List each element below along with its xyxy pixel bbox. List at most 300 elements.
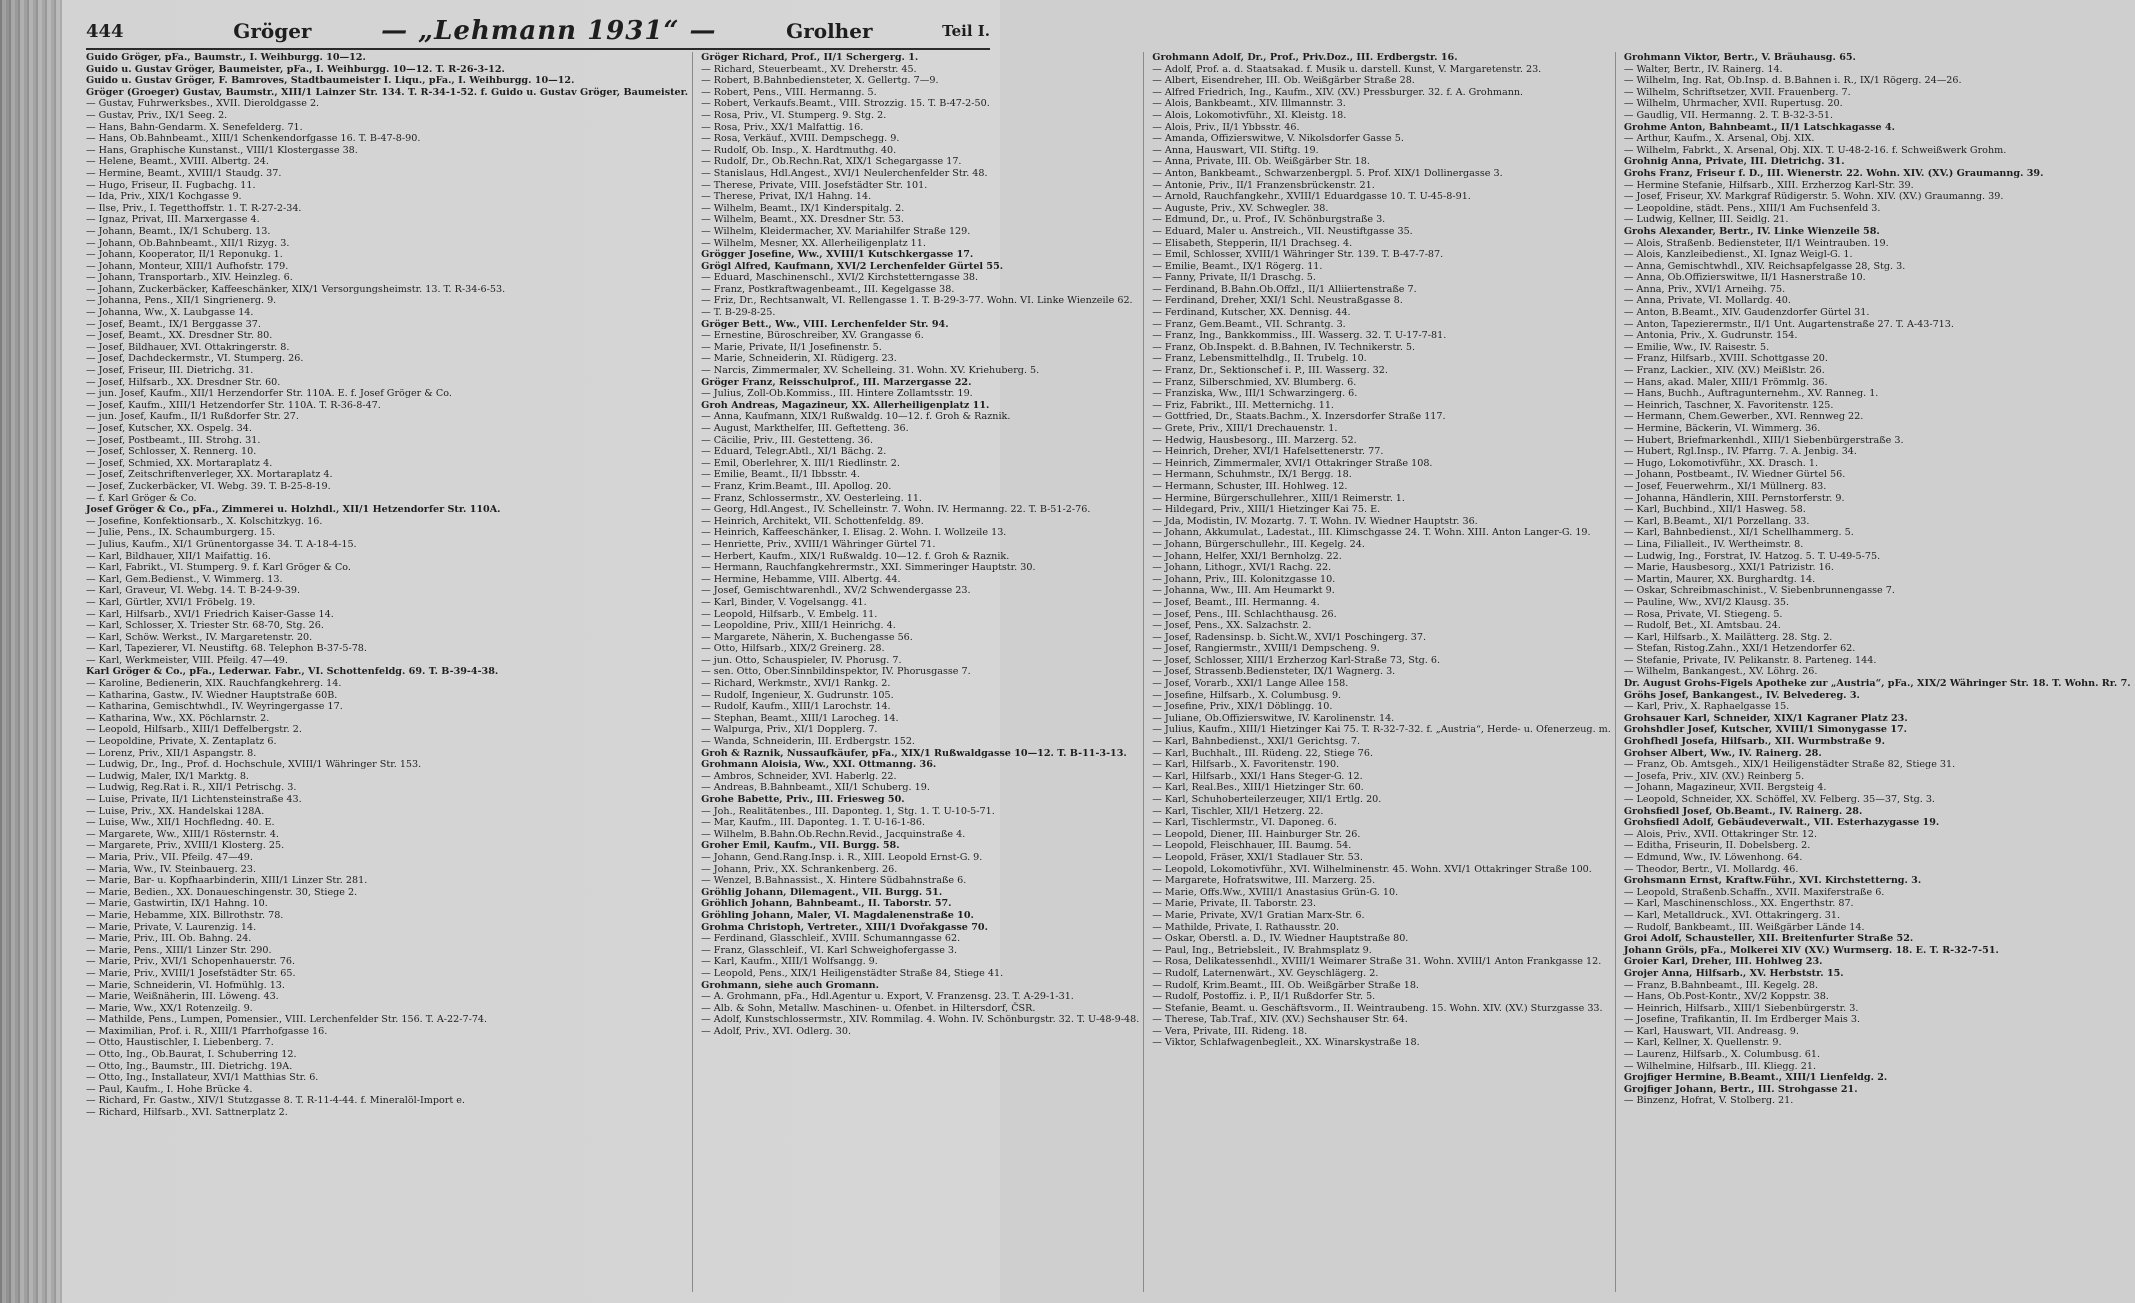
directory-entry: — jun. Otto, Schauspieler, IV. Phorusg. 7. [701, 654, 902, 666]
directory-entry: — Rosa, Verkäuf., XVIII. Dempschegg. 9. [701, 133, 900, 145]
directory-entry: — August, Markthelfer, III. Geftetteng. 36. [701, 423, 909, 434]
directory-entry: — Franz, Schlossermstr., XV. Oesterleing. 11. [701, 492, 922, 504]
directory-entry: — Otto, Ing., Ob.Baurat, I. Schuberring 12. [86, 1049, 297, 1061]
directory-entry: — Rosa, Private, VI. Stiegeng. 5. [1623, 608, 1783, 620]
directory-entry: Grögl Alfred, Kaufmann, XVI/2 Lerchenfelder Gürtel 55. [701, 260, 1004, 272]
directory-entry: — Karl, Hilfsarb., X. Mailätterg. 28. Stg. 2. [1623, 631, 1833, 643]
directory-entry: — Marie, Pens., XIII/1 Linzer Str. 290. [86, 944, 272, 956]
directory-entry: Josef Gröger & Co., pFa., Zimmerei u. Holzhdl., XII/1 Hetzendorfer Str. 110A. [86, 504, 501, 516]
directory-entry: — Ludwig, Dr., Ing., Prof. d. Hochschule, XVIII/1 Währinger Str. 153. [86, 759, 422, 771]
directory-entry: — Anton, Bankbeamt., Schwarzenbergpl. 5. Prof. XIX/1 Dollinergasse 3. [1152, 167, 1503, 179]
directory-entry: — Marie, Priv., III. Ob. Bahng. 24. [86, 933, 252, 945]
directory-entry: — Eduard, Maschinenschl., XVI/2 Kirchstetterngasse 38. [701, 272, 979, 284]
directory-entry: — Gustav, Priv., IX/1 Seeg. 2. [86, 109, 228, 121]
directory-entry: — Ferdinand, B.Bahn.Ob.Offzl., II/1 Alliiertenstraße 7. [1152, 283, 1417, 295]
directory-entry: — Hildegard, Priv., XIII/1 Hietzinger Kai 75. E. [1152, 504, 1381, 516]
directory-entry: — Rudolf, Laternenwärt., XV. Geyschlägerg. 2. [1152, 967, 1379, 979]
directory-entry: — Karl, B.Beamt., XI/1 Porzellang. 33. [1623, 515, 1810, 527]
directory-entry: — Karl, Bahnbedienst., XI/1 Schellhammerg. 5. [1623, 527, 1854, 539]
directory-entry: — Karl, Real.Bes., XIII/1 Hietzinger Str. 60. [1152, 782, 1364, 794]
directory-entry: — Richard, Hilfsarb., XVI. Sattnerplatz 2. [86, 1107, 288, 1119]
book-spine-shadow [0, 0, 62, 1303]
directory-entry: — Helene, Beamt., XVIII. Albertg. 24. [86, 156, 269, 168]
directory-entry: — Alois, Priv., XVII. Ottakringer Str. 12. [1623, 828, 1818, 840]
directory-entry: — Josef, Pens., XX. Salzachstr. 2. [1152, 620, 1312, 632]
directory-entry: — Hermine Stefanie, Hilfsarb., XIII. Erzherzog Karl-Str. 39. [1623, 179, 1914, 191]
directory-entry: — Pauline, Ww., XVI/2 Klausg. 35. [1623, 596, 1790, 608]
directory-entry: — Franz, Gem.Beamt., VII. Schrantg. 3. [1152, 318, 1346, 330]
directory-entry: Grojer Anna, Hilfsarb., XV. Herbststr. 15. [1623, 967, 1844, 979]
directory-entry: — Marie, Weißnäherin, III. Löweng. 43. [86, 991, 279, 1003]
directory-entry: — Karl, Gem.Bedienst., V. Wimmerg. 13. [86, 573, 283, 585]
directory-entry: — Anna, Ob.Offizierswitwe, II/1 Hasnerstraße 10. [1623, 272, 1866, 284]
directory-entry: — Ludwig, Reg.Rat i. R., XII/1 Petrischg. 3. [86, 782, 297, 794]
directory-entry: — Otto, Ing., Installateur, XVI/1 Matthias Str. 6. [86, 1072, 319, 1084]
directory-entry: — Marie, Hausbesorg., XXI/1 Patrizistr. 16. [1623, 562, 1834, 574]
directory-entry: — Wilhelm, B.Bahn.Ob.Rechn.Revid., Jacquinstraße 4. [701, 828, 966, 840]
directory-entry: — Leopold, Straßenb.Schaffn., XVII. Maxiferstraße 6. [1623, 886, 1885, 898]
directory-entry: — Alois, Kanzleibedienst., XI. Ignaz Weigl-G. 1. [1623, 249, 1853, 261]
directory-entry: — Lina, Filialleit., IV. Wertheimstr. 8. [1623, 538, 1804, 550]
directory-entry: — Luise, Priv., XX. Handelskai 128A. [86, 805, 265, 817]
directory-entry: — Hedwig, Hausbesorg., III. Marzerg. 52. [1152, 434, 1357, 446]
directory-entry: — Marie, Priv., XVI/1 Schopenhauerstr. 76. [86, 956, 295, 968]
directory-entry: — Marie, Hebamme, XIX. Billrothstr. 78. [86, 909, 284, 921]
directory-entry: — Leopold, Fleischhauer, III. Baumg. 54. [1152, 840, 1352, 852]
directory-title: — „Lehmann 1931“ — [381, 16, 717, 46]
directory-entry: — Josefine, Trafikantin, II. Im Erdberger Mais 3. [1623, 1014, 1861, 1026]
directory-entry: — Marie, Schneiderin, VI. Hofmühlg. 13. [86, 979, 285, 991]
directory-entry: Grohsmann Ernst, Kraftw.Führ., XVI. Kirchstetterng. 3. [1623, 875, 1922, 887]
directory-entry: — Karl, Maschinenschloss., XX. Engerthstr. 87. [1623, 898, 1854, 910]
directory-entry: — T. B-29-8-25. [701, 307, 776, 319]
directory-entry: — Johann, Zuckerbäcker, Kaffeeschänker, XIX/1 Versorgungsheimstr. 13. T. R-34-6-53. [86, 283, 506, 295]
directory-entry: — Johanna, Händlerin, XIII. Pernstorferstr. 9. [1623, 492, 1845, 504]
directory-entry: — Margarete, Priv., XVIII/1 Klosterg. 25. [86, 840, 285, 852]
directory-entry: — Binzenz, Hofrat, V. Stolberg. 21. [1623, 1095, 1794, 1107]
directory-entry: Dr. August Grohs-Figels Apotheke zur „Austria“, pFa., XIX/2 Währinger Str. 18. T. Wohn. Rr. 7. [1623, 678, 2131, 690]
directory-entry: — Johanna, Ww., III. Am Heumarkt 9. [1152, 585, 1335, 597]
directory-entry: — Gaudlig, VII. Hermanng. 2. T. B-32-3-51. [1623, 109, 1834, 121]
directory-entry: — Josef, Zeitschriftenverleger, XX. Mortaraplatz 4. [86, 469, 333, 481]
directory-entry: — Heinrich, Taschner, X. Favoritenstr. 125. [1623, 399, 1834, 411]
directory-entry: — Marie, Private, V. Laurenzig. 14. [86, 921, 257, 933]
directory-entry: — Leopoldine, städt. Pens., XIII/1 Am Fuchsenfeld 3. [1623, 202, 1881, 214]
directory-entry: — Stefanie, Beamt. u. Geschäftsvorm., II. Weintraubeng. 15. Wohn. XIV. (XV.) Sturzgasse 33. [1152, 1002, 1603, 1014]
directory-entry: — Herbert, Kaufm., XIX/1 Rußwaldg. 10—12. f. Groh & Raznik. [701, 550, 1010, 562]
directory-entry: — Josef, Beamt., III. Hermanng. 4. [1152, 596, 1320, 608]
directory-entry: — Richard, Werkmstr., XVI/1 Rankg. 2. [701, 678, 891, 690]
directory-entry: Grohs Franz, Friseur f. D., III. Wienerstr. 22. Wohn. XIV. (XV.) Graumanng. 39. [1623, 167, 2044, 179]
directory-entry: — Karl, Schuhoberteilerzeuger, XII/1 Ertlg. 20. [1152, 794, 1382, 805]
directory-entry: — Marie, Bar- u. Kopfhaarbinderin, XIII/1 Linzer Str. 281. [86, 875, 368, 887]
directory-entry: — Hans, Ob.Post-Kontr., XV/2 Koppstr. 38. [1623, 991, 1829, 1003]
directory-entry: Groh Andreas, Magazineur, XX. Allerheiligenplatz 11. [701, 399, 990, 411]
directory-entry: — Josef, Beamt., XX. Dresdner Str. 80. [86, 330, 273, 342]
directory-entry: — Josef, Friseur, XV. Markgraf Rüdigerstr. 5. Wohn. XIV. (XV.) Graumanng. 39. [1623, 191, 2004, 203]
directory-entry: — Franz, Lackier., XIV. (XV.) Meißlstr. 26. [1623, 365, 1825, 377]
directory-entry: — Josef, Dachdeckermstr., VI. Stumperg. 26. [86, 353, 304, 365]
directory-entry: — Viktor, Schlafwagenbegleit., XX. Winarskystraße 18. [1152, 1037, 1420, 1049]
directory-entry: — Franz, Postkraftwagenbeamt., III. Kegelgasse 38. [701, 283, 955, 295]
directory-entry: — Otto, Haustischler, I. Liebenberg. 7. [86, 1037, 274, 1049]
directory-entry: — jun. Josef, Kaufm., II/1 Rußdorfer Str. 27. [86, 411, 299, 423]
directory-entry: — Anton, B.Beamt., XIV. Gaudenzdorfer Gürtel 31. [1623, 307, 1870, 319]
directory-entry: Johann Gröls, pFa., Molkerei XIV (XV.) Wurmserg. 18. E. T. R-32-7-51. [1623, 944, 1999, 956]
directory-entry: Grohmann Viktor, Bertr., V. Bräuhausg. 65. [1623, 52, 1856, 63]
directory-entry: — Katharina, Gastw., IV. Wiedner Hauptstraße 60B. [86, 689, 338, 701]
directory-entry: — Johann, Ob.Bahnbeamt., XII/1 Rizyg. 3. [86, 237, 290, 249]
directory-entry: — Laurenz, Hilfsarb., X. Columbusg. 61. [1623, 1049, 1821, 1061]
directory-entry: — Hans, Bahn-Gendarm. X. Senefelderg. 71. [86, 121, 303, 133]
directory-entry: — Wenzel, B.Bahnassist., X. Hintere Südbahnstraße 6. [701, 875, 967, 887]
directory-entry: — Josef, Schmied, XX. Mortaraplatz 4. [86, 457, 273, 469]
directory-entry: — Josef, Kaufm., XIII/1 Hetzendorfer Str. 110A. T. R-36-8-47. [86, 399, 381, 411]
directory-entry: — Martin, Maurer, XX. Burghardtg. 14. [1623, 573, 1816, 585]
directory-entry: — Franz, Glasschleif., VI. Karl Schweighofergasse 3. [701, 944, 958, 956]
directory-entry: — Hans, Buchh., Auftragunternehm., XV. Ranneg. 1. [1623, 388, 1879, 400]
directory-entry: — Paul, Ing., Betriebsleit., IV. Brahmsplatz 9. [1152, 944, 1372, 956]
directory-entry: — Marie, Offs.Ww., XVIII/1 Anastasius Grün-G. 10. [1152, 886, 1399, 898]
directory-entry: Grohmann Aloisia, Ww., XXI. Ottmanng. 36. [701, 759, 937, 771]
directory-entry: — Henriette, Priv., XVIII/1 Währinger Gürtel 71. [701, 538, 936, 550]
directory-entry: — Emil, Schlosser, XVIII/1 Währinger Str. 139. T. B-47-7-87. [1152, 249, 1444, 261]
directory-entry: — Karl, Werkmeister, VIII. Pfeilg. 47—49. [86, 654, 288, 666]
directory-entry: — Karl, Tischlermstr., VI. Daponeg. 6. [1152, 817, 1337, 829]
directory-entry: — Franz, B.Bahnbeamt., III. Kegelg. 28. [1623, 979, 1819, 991]
directory-entry: — Josef, Hilfsarb., XX. Dresdner Str. 60. [86, 376, 281, 388]
directory-entry: Grojfiger Johann, Bertr., III. Strohgasse 21. [1623, 1083, 1858, 1095]
directory-entry: — Antonie, Priv., II/1 Franzensbrückenstr. 21. [1152, 179, 1375, 191]
directory-entry: — jun. Josef, Kaufm., XII/1 Herzendorfer Str. 110A. E. f. Josef Gröger & Co. [86, 388, 452, 400]
directory-entry: — Josefa, Priv., XIV. (XV.) Reinberg 5. [1623, 770, 1805, 782]
directory-entry: — Grete, Priv., XIII/1 Drechauenstr. 1. [1152, 423, 1338, 434]
directory-entry: — Vera, Private, III. Rideng. 18. [1152, 1025, 1308, 1037]
directory-entry: — Franz, Ob.Inspekt. d. B.Bahnen, IV. Technikerstr. 5. [1152, 341, 1416, 353]
directory-entry: — Johann, Kooperator, II/1 Reponukg. 1. [86, 249, 283, 261]
directory-entry: — Emil, Oberlehrer, X. III/1 Riedlinstr. 2. [701, 457, 900, 469]
directory-entry: — Franziska, Ww., III/1 Schwarzingerg. 6. [1152, 388, 1358, 400]
directory-entry: Groier Karl, Dreher, III. Hohlweg 23. [1623, 956, 1823, 968]
directory-entry: — Maria, Ww., IV. Steinbauerg. 23. [86, 863, 257, 875]
directory-entry: — Stefan, Ristog.Zahn., XXI/1 Hetzendorfer 62. [1623, 643, 1856, 655]
directory-entry: — Edmund, Dr., u. Prof., IV. Schönburgstraße 3. [1152, 214, 1386, 226]
directory-entry: — Fanny, Private, II/1 Draschg. 5. [1152, 272, 1316, 284]
directory-entry: Groi Adolf, Schausteller, XII. Breitenfurter Straße 52. [1623, 933, 1914, 945]
directory-entry: — Alois, Straßenb. Bediensteter, II/1 Weintrauben. 19. [1623, 237, 1889, 249]
directory-entry: — Heinrich, Architekt, VII. Schottenfeldg. 89. [701, 515, 924, 527]
directory-entry: — Josef, Radensinsp. b. Sicht.W., XVI/1 Poschingerg. 37. [1152, 631, 1427, 643]
directory-entry: Gröhs Josef, Bankangest., IV. Belvedereg. 3. [1623, 689, 1860, 701]
directory-entry: — Josefine, Konfektionsarb., X. Kolschitzkyg. 16. [86, 515, 323, 527]
directory-entry: — Ludwig, Kellner, III. Seidlg. 21. [1623, 214, 1789, 226]
directory-entry: — Alois, Lokomotivführ., XI. Kleistg. 18. [1152, 109, 1347, 121]
column-4 [1624, 52, 2135, 1292]
directory-entry: — Hermine, Bürgerschullehrer., XIII/1 Reimerstr. 1. [1152, 492, 1405, 504]
directory-entry: — Albert, Eisendreher, III. Ob. Weißgärber Straße 28. [1152, 75, 1415, 87]
directory-entry: — Therese, Tab.Traf., XIV. (XV.) Sechshauser Str. 64. [1152, 1014, 1408, 1026]
directory-entry: — Heinrich, Kaffeeschänker, I. Elisag. 2. Wohn. I. Wollzeile 13. [701, 527, 1007, 539]
directory-entry: — Franz, Ob. Amtsgeh., XIX/1 Heiligenstädter Straße 82, Stiege 31. [1623, 759, 1956, 771]
directory-entry: — Alb. & Sohn, Metallw. Maschinen- u. Ofenbet. in Hiltersdorf, ČSR. [701, 1002, 1036, 1014]
directory-entry: — Josef, Rangiermstr., XVIII/1 Dempscheng. 9. [1152, 643, 1380, 655]
directory-entry: — Hubert, Briefmarkenhdl., XIII/1 Siebenbürgerstraße 3. [1623, 434, 1904, 446]
directory-entry: — Johann, Helfer, XXI/1 Bernholzg. 22. [1152, 550, 1342, 562]
directory-entry: — Hans, Ob.Bahnbeamt., XIII/1 Schenkendorfgasse 16. T. B-47-8-90. [86, 133, 421, 145]
directory-entry: — Anna, Gemischtwhdl., XIV. Reichsapfelgasse 28, Stg. 3. [1623, 260, 1906, 272]
directory-entry: — Oskar, Oberstl. a. D., IV. Wiedner Hauptstraße 80. [1152, 933, 1409, 945]
directory-entry: Gröger Richard, Prof., II/1 Schergerg. 1. [701, 52, 919, 63]
directory-entry: — Ernestine, Büroschreiber, XV. Grangasse 6. [701, 330, 924, 342]
directory-entry: — Paul, Kaufm., I. Hohe Brücke 4. [86, 1083, 253, 1095]
directory-entry: — Emilie, Beamt., II/1 Ibbsstr. 4. [701, 469, 860, 481]
directory-entry: — Adolf, Prof. a. d. Staatsakad. f. Musik u. darstell. Kunst, V. Margaretenstr. 23. [1152, 63, 1542, 75]
column-2 [701, 52, 1144, 1292]
directory-entry: — Karl, Bahnbedienst., XXI/1 Gerichtsg. 7. [1152, 736, 1361, 748]
directory-entry: Grohma Christoph, Vertreter., XIII/1 Dvořakgasse 70. [701, 921, 988, 933]
directory-entry: — Karl, Hilfsarb., XVI/1 Friedrich Kaiser-Gasse 14. [86, 608, 334, 620]
directory-entry: — Leopold, Hilfsarb., V. Embelg. 11. [701, 608, 878, 620]
page-header [86, 14, 990, 50]
directory-entry: — Josef, Vorarb., XXI/1 Lange Allee 158. [1152, 678, 1349, 690]
directory-entry: — Franz, Dr., Sektionschef i. P., III. Wasserg. 32. [1152, 365, 1388, 377]
directory-entry: Gröhlich Johann, Bahnbeamt., II. Taborstr. 57. [701, 898, 952, 910]
directory-entry: — Johann, Gend.Rang.Insp. i. R., XIII. Leopold Ernst-G. 9. [701, 851, 983, 863]
directory-entry: — Johann, Lithogr., XVI/1 Rachg. 22. [1152, 562, 1332, 574]
directory-entry: — Josef, Gemischtwarenhdl., XV/2 Schwendergasse 23. [701, 585, 971, 597]
directory-entry: — Leopold, Lokomotivführ., XVI. Wilhelminenstr. 45. Wohn. XVI/1 Ottakringer Straße 100. [1152, 863, 1592, 875]
directory-entry: — Rudolf, Krim.Beamt., III. Ob. Weißgärber Straße 18. [1152, 979, 1419, 991]
directory-entry: — Narcis, Zimmermaler, XV. Schelleing. 31. Wohn. XV. Kriehuberg. 5. [701, 365, 1040, 377]
directory-entry: — Hermann, Schuhmstr., IX/1 Bergg. 18. [1152, 469, 1352, 481]
directory-entry: — Rudolf, Bet., XI. Amtsbau. 24. [1623, 620, 1781, 632]
directory-entry: — Anna, Private, III. Ob. Weißgärber Str. 18. [1152, 156, 1370, 168]
directory-entry: — Ferdinand, Dreher, XXI/1 Schl. Neustraßgasse 8. [1152, 295, 1403, 307]
directory-entry: — Therese, Private, VIII. Josefstädter Str. 101. [701, 179, 928, 191]
directory-entry: — Karl, Hilfsarb., X. Favoritenstr. 190. [1152, 759, 1340, 771]
directory-entry: — Josef, Feuerwehrm., XI/1 Müllnerg. 83. [1623, 480, 1827, 492]
directory-entry: — Ludwig, Ing., Forstrat, IV. Hatzog. 5. T. U-49-5-75. [1623, 550, 1881, 562]
directory-entry: — Amanda, Offizierswitwe, V. Nikolsdorfer Gasse 5. [1152, 133, 1404, 145]
directory-entry: — Marie, Private, II. Taborstr. 23. [1152, 898, 1317, 910]
directory-entry: — Anna, Priv., XVI/1 Arneihg. 75. [1623, 283, 1786, 295]
directory-entry: Gröger Franz, Reisschulprof., III. Marzergasse 22. [701, 376, 972, 388]
directory-entry: — Joh., Realitätenbes., III. Daponteg. 1, Stg. 1. T. U-10-5-71. [701, 805, 995, 817]
directory-entry: — Hermine, Hebamme, VIII. Albertg. 44. [701, 573, 901, 585]
directory-entry: Karl Gröger & Co., pFa., Lederwar. Fabr., VI. Schottenfeldg. 69. T. B-39-4-38. [86, 666, 499, 678]
directory-entry: — Franz, Silberschmied, XV. Blumberg. 6. [1152, 376, 1357, 388]
part-label: Teil I. [942, 22, 990, 40]
directory-entry: — Karl, Buchbind., XII/1 Hasweg. 58. [1623, 504, 1806, 516]
directory-entry: Guido u. Gustav Gröger, F. Bamroves, Stadtbaumeister I. Liqu., pFa., I. Weihburgg. 10—12. [86, 75, 575, 87]
directory-entry: — Wilhelm, Ing. Rat, Ob.Insp. d. B.Bahnen i. R., IX/1 Rögerg. 24—26. [1623, 75, 1962, 87]
directory-entry: — Marie, Priv., XVIII/1 Josefstädter Str. 65. [86, 967, 296, 979]
directory-entry: — Hubert, Rgl.Insp., IV. Pfarrg. 7. A. Jenbig. 34. [1623, 446, 1857, 458]
directory-entry: — Ignaz, Privat, III. Marxergasse 4. [86, 214, 260, 226]
directory-entry: — Hugo, Lokomotivführ., XX. Drasch. 1. [1623, 457, 1819, 469]
directory-entry: Grohser Albert, Ww., IV. Rainerg. 28. [1623, 747, 1822, 759]
directory-entry: — Antonia, Priv., X. Gudrunstr. 154. [1623, 330, 1798, 342]
directory-entry: Guido u. Gustav Gröger, Baumeister, pFa., I. Weihburgg. 10—12. T. R-26-3-12. [86, 63, 505, 75]
directory-entry: — Ferdinand, Kutscher, XX. Dennisg. 44. [1152, 307, 1351, 319]
directory-entry: — Josef, Strassenb.Bediensteter, IX/1 Wagnerg. 3. [1152, 666, 1396, 678]
directory-entry: — Theodor, Bertr., VI. Mollardg. 46. [1623, 863, 1799, 875]
directory-entry: — Marie, Bedien., XX. Donaueschingenstr. 30, Stiege 2. [86, 886, 358, 898]
directory-entry: — Emilie, Ww., IV. Raisestr. 5. [1623, 341, 1770, 353]
directory-entry: — Franz, Hilfsarb., XVIII. Schottgasse 20. [1623, 353, 1828, 365]
directory-entry: — Ilse, Priv., I. Tegetthoffstr. 1. T. R-27-2-34. [86, 202, 302, 214]
directory-entry: — Otto, Hilfsarb., XIX/2 Greinerg. 28. [701, 643, 885, 655]
directory-entry: — Leopold, Schneider, XX. Schöffel, XV. Felberg. 35—37, Stg. 3. [1623, 794, 1935, 805]
directory-entry: — Richard, Fr. Gastw., XIV/1 Stutzgasse 8. T. R-11-4-44. f. Mineralöl-Import e. [86, 1095, 465, 1107]
directory-entry: — Hugo, Friseur, II. Fugbachg. 11. [86, 179, 256, 191]
directory-entry: Grögger Josefine, Ww., XVIII/1 Kutschkergasse 17. [701, 249, 974, 261]
directory-entry: Gröger Bett., Ww., VIII. Lerchenfelder Str. 94. [701, 318, 949, 330]
directory-entry: — Rudolf, Bankbeamt., III. Weißgärber Lände 14. [1623, 921, 1865, 933]
directory-entry: — Anton, Tapezierermstr., II/1 Unt. Augartenstraße 27. T. A-43-713. [1623, 318, 1954, 330]
directory-entry: — Walter, Bertr., IV. Rainerg. 14. [1623, 63, 1783, 75]
directory-entry: — Karl, Binder, V. Vogelsangg. 41. [701, 596, 867, 608]
directory-entry: Grohsfiedl Josef, Ob.Beamt., IV. Rainerg. 28. [1623, 805, 1863, 817]
directory-entry: — Johanna, Pens., XII/1 Singrienerg. 9. [86, 295, 277, 307]
directory-entry: — Karl, Hauswart, VII. Andreasg. 9. [1623, 1025, 1799, 1037]
directory-entry: — Karl, Tischler, XII/1 Hetzerg. 22. [1152, 805, 1324, 817]
directory-entry: — Heinrich, Zimmermaler, XVI/1 Ottakringer Straße 108. [1152, 457, 1433, 469]
directory-entry: — Elisabeth, Stepperin, II/1 Drachseg. 4. [1152, 237, 1353, 249]
directory-entry: — A. Grohmann, pFa., Hdl.Agentur u. Export, V. Franzensg. 23. T. A-29-1-31. [701, 991, 1074, 1003]
directory-entry: — Leopold, Diener, III. Hainburger Str. 26. [1152, 828, 1361, 840]
directory-entry: — Josefine, Hilfsarb., X. Columbusg. 9. [1152, 689, 1342, 701]
header-right-keyword: Grolher [786, 19, 873, 43]
directory-entry: — Hermann, Rauchfangkehrermstr., XXI. Simmeringer Hauptstr. 30. [701, 562, 1036, 574]
directory-entry: — Eduard, Telegr.Abtl., XI/1 Bächg. 2. [701, 446, 887, 458]
directory-entry: — Leopoldine, Priv., XIII/1 Heinrichg. 4. [701, 620, 896, 632]
directory-entry: Gröger (Groeger) Gustav, Baumstr., XIII/1 Lainzer Str. 134. T. R-34-1-52. f. Guido u. Gustav Gröger, Baumeister. [86, 86, 689, 98]
directory-entry: Gröhlig Johann, Dilemagent., VII. Burgg. 51. [701, 886, 943, 898]
directory-entry: — Wilhelm, Beamt., XX. Dresdner Str. 53. [701, 214, 904, 226]
directory-entry: — Wilhelm, Fabrkt., X. Arsenal, Obj. XIX. T. U-48-2-16. f. Schweißwerk Grohm. [1623, 144, 2007, 156]
directory-entry: — Josefine, Priv., XIX/1 Döblingg. 10. [1152, 701, 1333, 713]
directory-entry: — Luise, Private, II/1 Lichtensteinstraße 43. [86, 794, 302, 805]
directory-entry: — Karl, Schöw. Werkst., IV. Margaretenstr. 20. [86, 631, 313, 643]
directory-entry: — Robert, B.Bahnbediensteter, X. Gellertg. 7—9. [701, 75, 939, 87]
directory-entry: — Hans, akad. Maler, XIII/1 Frömmlg. 36. [1623, 376, 1828, 388]
directory-entry: — Karl, Bildhauer, XII/1 Maifattig. 16. [86, 550, 271, 562]
directory-entry: — Adolf, Priv., XVI. Odlerg. 30. [701, 1025, 852, 1037]
directory-entry: — Ferdinand, Glasschleif., XVIII. Schumanngasse 62. [701, 933, 961, 945]
directory-entry: — Anna, Hauswart, VII. Stiftg. 19. [1152, 144, 1319, 156]
directory-entry: — Auguste, Priv., XV. Schwegler. 38. [1152, 202, 1329, 214]
directory-entry: Grohsfiedl Adolf, Gebäudeverwalt., VII. Esterhazygasse 19. [1623, 817, 1940, 829]
directory-entry: — Leopold, Fräser, XXI/1 Stadlauer Str. 53. [1152, 851, 1363, 863]
directory-entry: — Stefanie, Private, IV. Pelikanstr. 8. Parteneg. 144. [1623, 654, 1877, 666]
directory-columns [86, 52, 2131, 1292]
directory-entry: Grohnig Anna, Private, III. Dietrichg. 31. [1623, 156, 1845, 168]
directory-entry: — Karl, Tapezierer, VI. Neustiftg. 68. Telephon B-37-5-78. [86, 643, 367, 655]
directory-entry: Grohmann, siehe auch Gromann. [701, 979, 879, 991]
directory-entry: — Stanislaus, Hdl.Angest., XVI/1 Neulerchenfelder Str. 48. [701, 167, 988, 179]
directory-entry: — Wilhelm, Bankangest., XV. Löhrg. 26. [1623, 666, 1818, 678]
directory-entry: — Johann, Beamt., IX/1 Schuberg. 13. [86, 225, 271, 237]
directory-entry: — Otto, Ing., Baumstr., III. Dietrichg. 19A. [86, 1060, 293, 1072]
directory-entry: Grohe Babette, Priv., III. Friesweg 50. [701, 794, 905, 805]
directory-entry: — Editha, Friseurin, II. Dobelsberg. 2. [1623, 840, 1811, 852]
directory-entry: — Therese, Privat, IX/1 Hahng. 14. [701, 191, 872, 203]
directory-entry: — Rudolf, Ingenieur, X. Gudrunstr. 105. [701, 689, 894, 701]
directory-entry: — Karl, Metalldruck., XVI. Ottakringerg. 31. [1623, 909, 1841, 921]
directory-entry: — Johann, Akkumulat., Ladestat., III. Klimschgasse 24. T. Wohn. XIII. Anton Langer-G. 19. [1152, 527, 1591, 539]
directory-entry: — sen. Otto, Ober.Sinnbildinspektor, IV. Phorusgasse 7. [701, 666, 971, 678]
directory-entry: — Hermann, Chem.Gewerber., XVI. Rennweg 22. [1623, 411, 1864, 423]
directory-entry: — Rosa, Delikatessenhdl., XVIII/1 Weimarer Straße 31. Wohn. XVIII/1 Anton Frankgasse 12. [1152, 956, 1602, 968]
directory-entry: — Leopold, Hilfsarb., XIII/1 Deffelbergstr. 2. [86, 724, 302, 736]
directory-entry: Grojfiger Hermine, B.Beamt., XIII/1 Lienfeldg. 2. [1623, 1072, 1888, 1084]
directory-entry: — Josef, Beamt., IX/1 Berggasse 37. [86, 318, 261, 330]
directory-entry: — Oskar, Schreibmaschinist., V. Siebenbrunnengasse 7. [1623, 585, 1895, 597]
directory-entry: — Josef, Bildhauer, XVI. Ottakringerstr. 8. [86, 341, 290, 353]
directory-entry: Gröhling Johann, Maler, VI. Magdalenenstraße 10. [701, 909, 974, 921]
directory-entry: — Emilie, Beamt., IX/1 Rögerg. 11. [1152, 260, 1323, 272]
directory-entry: — Georg, Hdl.Angest., IV. Schelleinstr. 7. Wohn. IV. Hermanng. 22. T. B-51-2-76. [701, 504, 1091, 516]
directory-entry: Grohmann Adolf, Dr., Prof., Priv.Doz., III. Erdbergstr. 16. [1152, 52, 1458, 63]
directory-entry: — Alfred Friedrich, Ing., Kaufm., XIV. (XV.) Pressburger. 32. f. A. Grohmann. [1152, 86, 1524, 98]
directory-entry: — Alois, Bankbeamt., XIV. Illmannstr. 3. [1152, 98, 1346, 110]
directory-entry: — Josef, Schlosser, X. Rennerg. 10. [86, 446, 257, 458]
column-3 [1152, 52, 1616, 1292]
directory-entry: — Mathilde, Pens., Lumpen, Pomensier., VIII. Lerchenfelder Str. 156. T. A-22-7-74. [86, 1014, 488, 1026]
directory-entry: — Rosa, Priv., XX/1 Malfattig. 16. [701, 121, 864, 133]
directory-entry: — Rudolf, Dr., Ob.Rechn.Rat, XIX/1 Schegargasse 17. [701, 156, 962, 168]
directory-entry: — f. Karl Gröger & Co. [86, 492, 197, 504]
directory-entry: — Adolf, Kunstschlossermstr., XIV. Rommilag. 4. Wohn. IV. Schönburgstr. 32. T. U-48-9-48. [701, 1014, 1140, 1026]
directory-entry: — Wilhelm, Kleidermacher, XV. Mariahilfer Straße 129. [701, 225, 971, 237]
directory-entry: — Mar, Kaufm., III. Daponteg. 1. T. U-16-1-86. [701, 817, 926, 829]
directory-entry: — Margarete, Näherin, X. Buchengasse 56. [701, 631, 913, 643]
directory-entry: Groh & Raznik, Nussaufkäufer, pFa., XIX/1 Rußwaldgasse 10—12. T. B-11-3-13. [701, 747, 1127, 759]
directory-entry: — Marie, Gastwirtin, IX/1 Hahng. 10. [86, 898, 268, 910]
directory-entry: — Edmund, Ww., IV. Löwenhong. 64. [1623, 851, 1803, 863]
directory-entry: — Julius, Zoll-Ob.Kommiss., III. Hintere Zollamtsstr. 19. [701, 388, 973, 400]
directory-entry: — Johann, Transportarb., XIV. Heinzleg. 6. [86, 272, 293, 284]
directory-entry: — Johann, Monteur, XIII/1 Aufhofstr. 179. [86, 260, 289, 272]
directory-entry: — Gottfried, Dr., Staats.Bachm., X. Inzersdorfer Straße 117. [1152, 411, 1446, 423]
directory-entry: — Friz, Dr., Rechtsanwalt, VI. Rellengasse 1. T. B-29-3-77. Wohn. VI. Linke Wienzeile 62. [701, 295, 1133, 307]
directory-entry: — Heinrich, Hilfsarb., XIII/1 Siebenbürgerstr. 3. [1623, 1002, 1859, 1014]
directory-entry: — Marie, Private, II/1 Josefinenstr. 5. [701, 341, 882, 353]
directory-entry: — Franz, Ing., Bankkommiss., III. Wasserg. 32. T. U-17-7-81. [1152, 330, 1447, 342]
directory-entry: — Wilhelm, Beamt., IX/1 Kinderspitalg. 2. [701, 202, 905, 214]
directory-entry: Grohs Alexander, Bertr., IV. Linke Wienzeile 58. [1623, 225, 1880, 237]
directory-entry: — Johann, Priv., III. Kolonitzgasse 10. [1152, 573, 1336, 585]
directory-entry: Grohshdler Josef, Kutscher, XVIII/1 Simonygasse 17. [1623, 724, 1908, 736]
directory-entry: — Karl, Fabrikt., VI. Stumperg. 9. f. Karl Gröger & Co. [86, 562, 351, 574]
directory-entry: — Arthur, Kaufm., X. Arsenal, Obj. XIX. [1623, 133, 1815, 145]
directory-entry: Groher Emil, Kaufm., VII. Burgg. 58. [701, 840, 900, 852]
directory-entry: — Hans, Graphische Kunstanst., VIII/1 Klostergasse 38. [86, 144, 358, 156]
directory-entry: — Margarete, Ww., XIII/1 Rösternstr. 4. [86, 828, 279, 840]
directory-entry: Grohsauer Karl, Schneider, XIX/1 Kagraner Platz 23. [1623, 712, 1908, 724]
directory-entry: — Karl, Gürtler, XVI/1 Fröbelg. 19. [86, 596, 256, 608]
column-1 [86, 52, 693, 1292]
directory-entry: — Anna, Private, VI. Mollardg. 40. [1623, 295, 1791, 307]
directory-entry: — Gustav, Fuhrwerksbes., XVII. Dieroldgasse 2. [86, 98, 320, 110]
directory-entry: — Wanda, Schneiderin, III. Erdbergstr. 152. [701, 736, 915, 748]
directory-entry: — Johann, Priv., XX. Schrankenberg. 26. [701, 863, 898, 875]
directory-entry: — Karl, Graveur, VI. Webg. 14. T. B-24-9-39. [86, 585, 301, 597]
directory-entry: — Wilhelm, Schriftsetzer, XVII. Frauenberg. 7. [1623, 86, 1851, 98]
directory-entry: — Karoline, Bedienerin, XIX. Rauchfangkehrerg. 14. [86, 678, 342, 690]
directory-entry: — Wilhelmine, Hilfsarb., III. Kliegg. 21. [1623, 1060, 1817, 1072]
